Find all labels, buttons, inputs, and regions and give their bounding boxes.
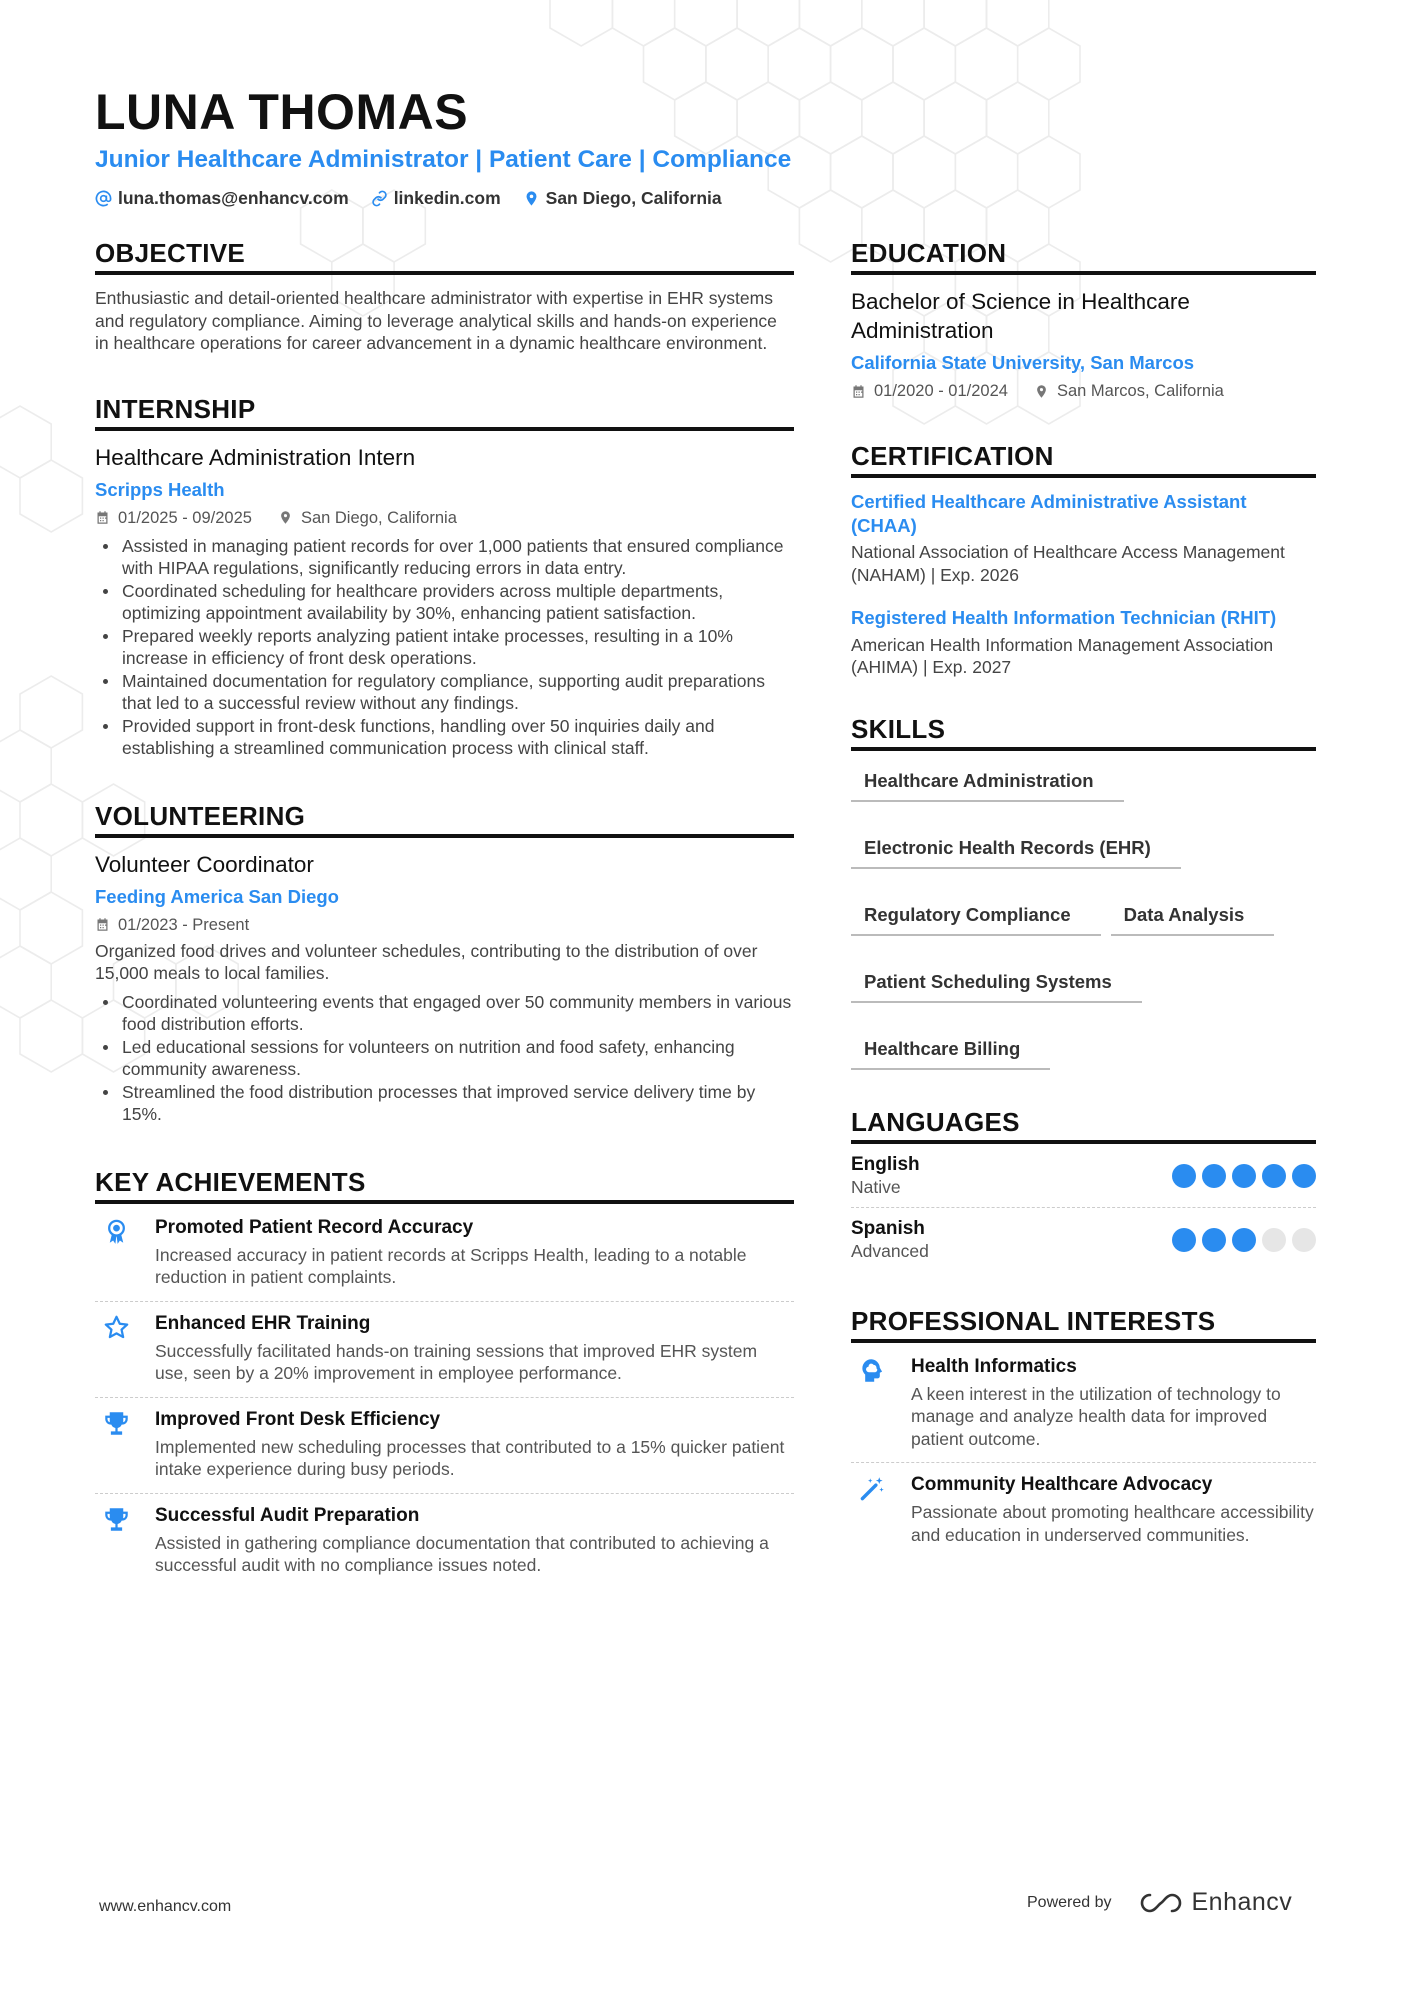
achievement-item (95, 1302, 794, 1398)
interests-heading: PROFESSIONAL INTERESTS (851, 1305, 1316, 1343)
rating-dot-empty (1262, 1228, 1286, 1252)
volunteering-bullets (95, 991, 794, 1126)
skills-heading: SKILLS (851, 713, 1316, 751)
left-column (95, 237, 794, 1623)
list-item: Coordinated volunteering events that engaged over 50 community members in various food distribution efforts. (95, 991, 794, 1036)
education-meta (851, 380, 1316, 402)
achievement-desc: Successfully facilitated hands-on training sessions that improved EHR system use, seen by a 20% improvement in employee performance. (155, 1340, 758, 1383)
map-pin-icon (1034, 384, 1049, 399)
calendar-icon (95, 917, 110, 932)
education-dates (851, 380, 1008, 402)
interest-desc: Passionate about promoting healthcare accessibility and education in underserved communities. (911, 1502, 1314, 1545)
rating-dot-filled (1232, 1228, 1256, 1252)
list-item: Led educational sessions for volunteers on nutrition and food safety, enhancing community awareness. (95, 1036, 794, 1081)
rating-dot-filled (1292, 1164, 1316, 1188)
list-item: Prepared weekly reports analyzing patient intake processes, resulting in a 10% increase in efficiency of front desk operations. (95, 625, 794, 670)
list-item: Maintained documentation for regulatory compliance, supporting audit preparations that led to a successful review without any findings. (95, 670, 794, 715)
volunteering-section (95, 800, 794, 1126)
brand-name: Enhancv (1191, 1888, 1293, 1916)
volunteering-dates-text: 01/2023 - Present (118, 915, 250, 934)
skill-tag: Patient Scheduling Systems (851, 964, 1142, 1003)
certification-title: Registered Health Information Technician (RHIT) (851, 607, 1277, 628)
footer-website[interactable]: www.enhancv.com (99, 1898, 232, 1915)
internship-location-text: San Diego, California (300, 508, 457, 527)
skill-tag: Healthcare Billing (851, 1031, 1050, 1070)
internship-section (95, 393, 794, 760)
internship-heading: INTERNSHIP (95, 393, 794, 431)
rating-dot-empty (1292, 1228, 1316, 1252)
certification-title: Certified Healthcare Administrative Assistant (CHAA) (851, 491, 1247, 536)
list-item: Assisted in managing patient records for over 1,000 patients that ensured compliance with HIPAA regulations, significantly reducing errors in data entry. (95, 535, 794, 580)
interests-section (851, 1305, 1316, 1559)
calendar-icon (95, 510, 110, 525)
certification-desc: National Association of Healthcare Access Management (NAHAM) | Exp. 2026 (851, 542, 1285, 585)
education-heading: EDUCATION (851, 237, 1316, 275)
at-sign-icon (95, 190, 112, 207)
enhancv-logo[interactable] (1138, 1888, 1293, 1917)
objective-text: Enthusiastic and detail-oriented healthcare administrator with expertise in EHR systems and regulatory compliance. Aiming to leverage analytical skills and hands-on experience in healthcare operations for career advancement in a dynamic healthcare environment. (95, 288, 777, 353)
list-item: Coordinated scheduling for healthcare providers across multiple departments, optimizing appointment availability by 30%, enhancing patient satisfaction. (95, 580, 794, 625)
powered-by-label: Powered by (1027, 1893, 1112, 1911)
brain-head-icon (859, 1357, 886, 1384)
rating-dot-filled (1262, 1164, 1286, 1188)
language-level: Advanced (851, 1240, 929, 1261)
achievements-section (95, 1166, 794, 1589)
education-degree: Bachelor of Science in Healthcare Administration (851, 289, 1190, 343)
achievement-item (95, 1494, 794, 1589)
map-pin-icon (278, 510, 293, 525)
interest-desc: A keen interest in the utilization of technology to manage and analyze health data for improved patient outcome. (911, 1383, 1281, 1449)
internship-dates (95, 507, 252, 529)
contact-linkedin-text: linkedin.com (393, 188, 501, 208)
achievement-title: Improved Front Desk Efficiency (155, 1408, 441, 1430)
calendar-icon (851, 384, 866, 399)
contact-bar (95, 188, 1315, 209)
resume-header (95, 82, 1315, 209)
language-row (851, 1144, 1316, 1208)
achievement-item (95, 1206, 794, 1302)
achievement-title: Successful Audit Preparation (155, 1504, 420, 1526)
objective-section (95, 237, 794, 355)
volunteering-dates (95, 914, 249, 936)
education-section (851, 237, 1316, 402)
contact-location (523, 188, 722, 209)
certification-section (851, 440, 1316, 679)
achievement-item (95, 1398, 794, 1494)
link-icon (371, 190, 388, 207)
skill-tag: Electronic Health Records (EHR) (851, 830, 1181, 869)
interest-title: Community Healthcare Advocacy (911, 1474, 1213, 1495)
contact-linkedin[interactable] (371, 188, 501, 209)
internship-org: Scripps Health (95, 478, 225, 500)
achievement-desc: Increased accuracy in patient records at Scripps Health, leading to a notable reduction in patient complaints. (155, 1244, 747, 1287)
interest-item (851, 1463, 1316, 1558)
language-name: Spanish (851, 1217, 925, 1239)
objective-heading: OBJECTIVE (95, 237, 794, 275)
rating-dot-filled (1202, 1164, 1226, 1188)
certification-desc: American Health Information Management Association (AHIMA) | Exp. 2027 (851, 634, 1274, 677)
certification-heading: CERTIFICATION (851, 440, 1316, 478)
star-icon (103, 1314, 130, 1341)
achievement-desc: Assisted in gathering compliance documentation that contributed to achieving a successful audit with no compliance issues noted. (155, 1532, 769, 1575)
languages-section (851, 1106, 1316, 1271)
education-school: California State University, San Marcos (851, 352, 1195, 373)
internship-location (278, 507, 457, 529)
skill-tag: Healthcare Administration (851, 763, 1124, 802)
skills-section (851, 713, 1316, 1070)
achievement-title: Enhanced EHR Training (155, 1312, 371, 1334)
volunteering-summary: Organized food drives and volunteer schedules, contributing to the distribution of over 15,000 meals to local families. (95, 940, 758, 983)
education-location-text: San Marcos, California (1056, 382, 1224, 400)
languages-heading: LANGUAGES (851, 1106, 1316, 1144)
language-row (851, 1208, 1316, 1271)
internship-meta (95, 507, 794, 529)
achievements-heading: KEY ACHIEVEMENTS (95, 1166, 794, 1204)
right-column (851, 237, 1316, 1592)
rating-dot-filled (1202, 1228, 1226, 1252)
skills-list (851, 763, 1316, 1070)
list-item: Provided support in front-desk functions, handling over 50 inquiries daily and establishing a streamlined communication process with clinical staff. (95, 715, 794, 760)
skill-tag: Data Analysis (1111, 897, 1275, 936)
volunteering-heading: VOLUNTEERING (95, 800, 794, 838)
language-name: English (851, 1153, 920, 1175)
contact-email-text: luna.thomas@enhancv.com (118, 188, 349, 208)
internship-role: Healthcare Administration Intern (95, 444, 416, 470)
award-ribbon-icon (103, 1218, 130, 1245)
language-level: Native (851, 1176, 901, 1197)
achievement-desc: Implemented new scheduling processes that contributed to a 15% quicker patient intake experience during busy periods. (155, 1436, 785, 1479)
education-dates-text: 01/2020 - 01/2024 (874, 382, 1008, 400)
enhancv-logo-icon (1138, 1891, 1184, 1915)
internship-dates-text: 01/2025 - 09/2025 (118, 508, 252, 527)
map-pin-icon (523, 190, 540, 207)
certification-item (851, 490, 1316, 586)
interest-title: Health Informatics (911, 1355, 1077, 1377)
volunteering-role: Volunteer Coordinator (95, 851, 314, 877)
list-item: Streamlined the food distribution processes that improved service delivery time by 15%. (95, 1081, 794, 1126)
internship-bullets (95, 535, 794, 760)
achievement-title: Promoted Patient Record Accuracy (155, 1216, 474, 1238)
candidate-name: LUNA THOMAS (95, 84, 469, 140)
footer-branding (1027, 1888, 1292, 1917)
education-location (1034, 380, 1224, 402)
volunteering-meta (95, 914, 794, 936)
language-rating (1172, 1164, 1316, 1188)
trophy-icon (103, 1410, 130, 1437)
rating-dot-filled (1172, 1228, 1196, 1252)
rating-dot-filled (1172, 1164, 1196, 1188)
magic-wand-icon (859, 1475, 886, 1502)
language-rating (1172, 1228, 1316, 1252)
trophy-icon (103, 1506, 130, 1533)
rating-dot-filled (1232, 1164, 1256, 1188)
skill-tag: Regulatory Compliance (851, 897, 1101, 936)
certification-item (851, 606, 1316, 679)
interest-item (851, 1345, 1316, 1464)
contact-location-text: San Diego, California (545, 188, 722, 208)
contact-email[interactable] (95, 188, 349, 209)
volunteering-org: Feeding America San Diego (95, 885, 339, 907)
candidate-title: Junior Healthcare Administrator | Patient Care | Compliance (95, 146, 792, 173)
